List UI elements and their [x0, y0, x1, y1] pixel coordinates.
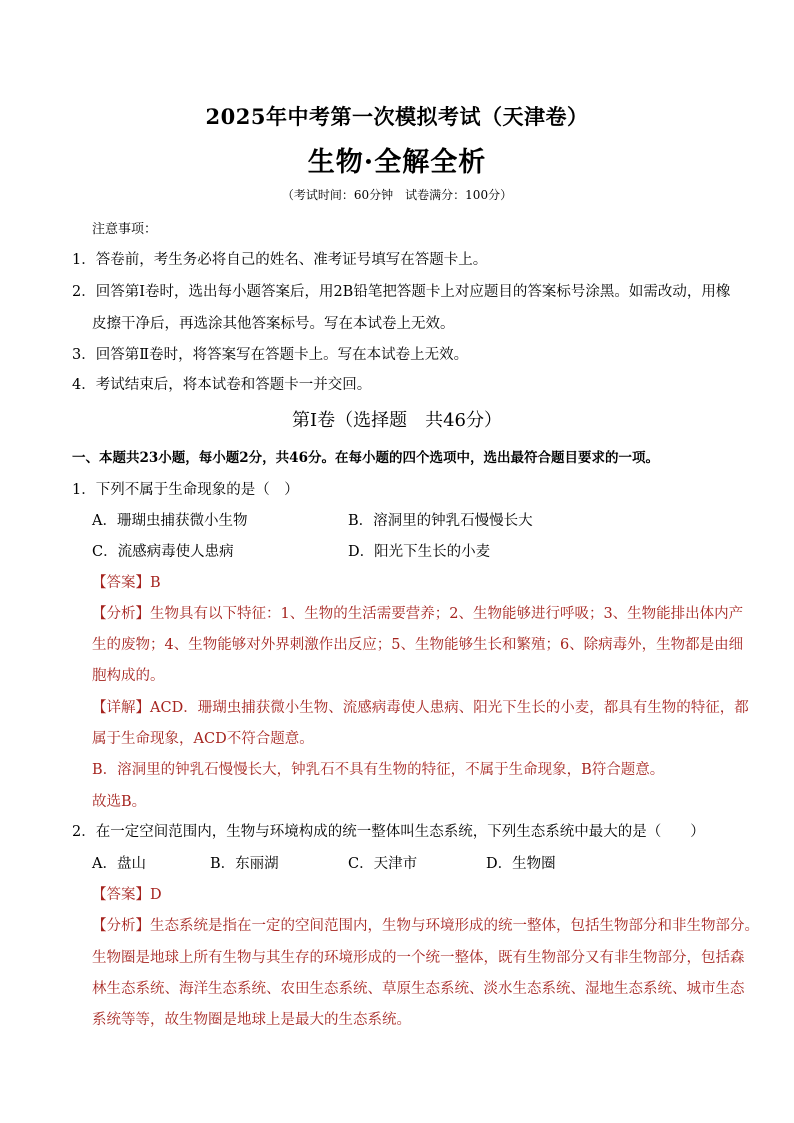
- exam-info: （考试时间：60分钟 试卷满分：100分）: [281, 188, 513, 202]
- q1-option-d: D．阳光下生长的小麦: [348, 544, 491, 560]
- q1-option-b: B．溶洞里的钟乳石慢慢长大: [348, 513, 533, 529]
- section-title: 第Ⅰ卷（选择题 共46分）: [291, 410, 502, 431]
- q1-detail: 【详解】ACD．珊瑚虫捕获微小生物、流感病毒使人患病、阳光下生长的小麦，都具有生物的特征，都: [92, 700, 749, 716]
- q1-answer: 【答案】B: [92, 575, 161, 591]
- notes-heading: 注意事项：: [92, 222, 158, 237]
- note-item: 1．答卷前，考生务必将自己的姓名、准考证号填写在答题卡上。: [72, 252, 488, 268]
- q2-analysis: 系统等等，故生物圈是地球上是最大的生态系统。: [92, 1012, 411, 1028]
- note-item-continued: 皮擦干净后，再选涂其他答案标号。写在本试卷上无效。: [92, 316, 455, 332]
- q2-option-d: D．生物圈: [486, 856, 556, 872]
- q2-answer: 【答案】D: [92, 887, 162, 903]
- question-1-stem: 1．下列不属于生命现象的是（ ）: [72, 482, 299, 498]
- q1-analysis: 胞构成的。: [92, 668, 165, 684]
- q1-analysis: 生的废物；4、生物能够对外界刺激作出反应；5、生物能够生长和繁殖；6、除病毒外，生物都是由细: [92, 637, 744, 653]
- q1-detail: B．溶洞里的钟乳石慢慢长大，钟乳石不具有生物的特征，不属于生命现象，B符合题意。: [92, 762, 665, 778]
- exam-subtitle: 生物·全解全析: [307, 147, 487, 178]
- q2-option-b: B．东丽湖: [210, 856, 279, 872]
- q2-option-c: C．天津市: [348, 856, 418, 872]
- q1-option-c: C．流感病毒使人患病: [92, 544, 234, 560]
- note-item: 4．考试结束后，将本试卷和答题卡一并交回。: [72, 377, 372, 393]
- q1-option-a: A．珊瑚虫捕获微小生物: [92, 513, 248, 529]
- note-item: 3．回答第Ⅱ卷时，将答案写在答题卡上。写在本试卷上无效。: [72, 347, 469, 363]
- q2-analysis: 生物圈是地球上所有生物与其生存的环境形成的一个统一整体，既有生物部分又有非生物部分，包括森: [92, 950, 745, 966]
- note-item: 2．回答第Ⅰ卷时，选出每小题答案后，用2B铅笔把答题卡上对应题目的答案标号涂黑。如需改动，用橡: [72, 284, 731, 300]
- q2-option-a: A．盘山: [92, 856, 146, 872]
- q2-analysis: 【分析】生态系统是指在一定的空间范围内，生物与环境形成的统一整体，包括生物部分和非生物部分。: [92, 918, 759, 934]
- q1-analysis: 【分析】生物具有以下特征：1、生物的生活需要营养；2、生物能够进行呼吸；3、生物能排出体内产: [92, 606, 744, 622]
- q1-detail: 属于生命现象，ACD不符合题意。: [92, 731, 314, 747]
- q1-detail: 故选B。: [92, 794, 147, 810]
- q2-analysis: 林生态系统、海洋生态系统、农田生态系统、草原生态系统、淡水生态系统、湿地生态系统、城市生态: [92, 981, 745, 997]
- question-2-stem: 2．在一定空间范围内，生物与环境构成的统一整体叫生态系统，下列生态系统中最大的是（ ）: [72, 824, 705, 840]
- section-instruction: 一、本题共23小题，每小题2分，共46分。在每小题的四个选项中，选出最符合题目要求的一项。: [72, 450, 659, 466]
- exam-title: 2025年中考第一次模拟考试（天津卷）: [205, 104, 589, 129]
